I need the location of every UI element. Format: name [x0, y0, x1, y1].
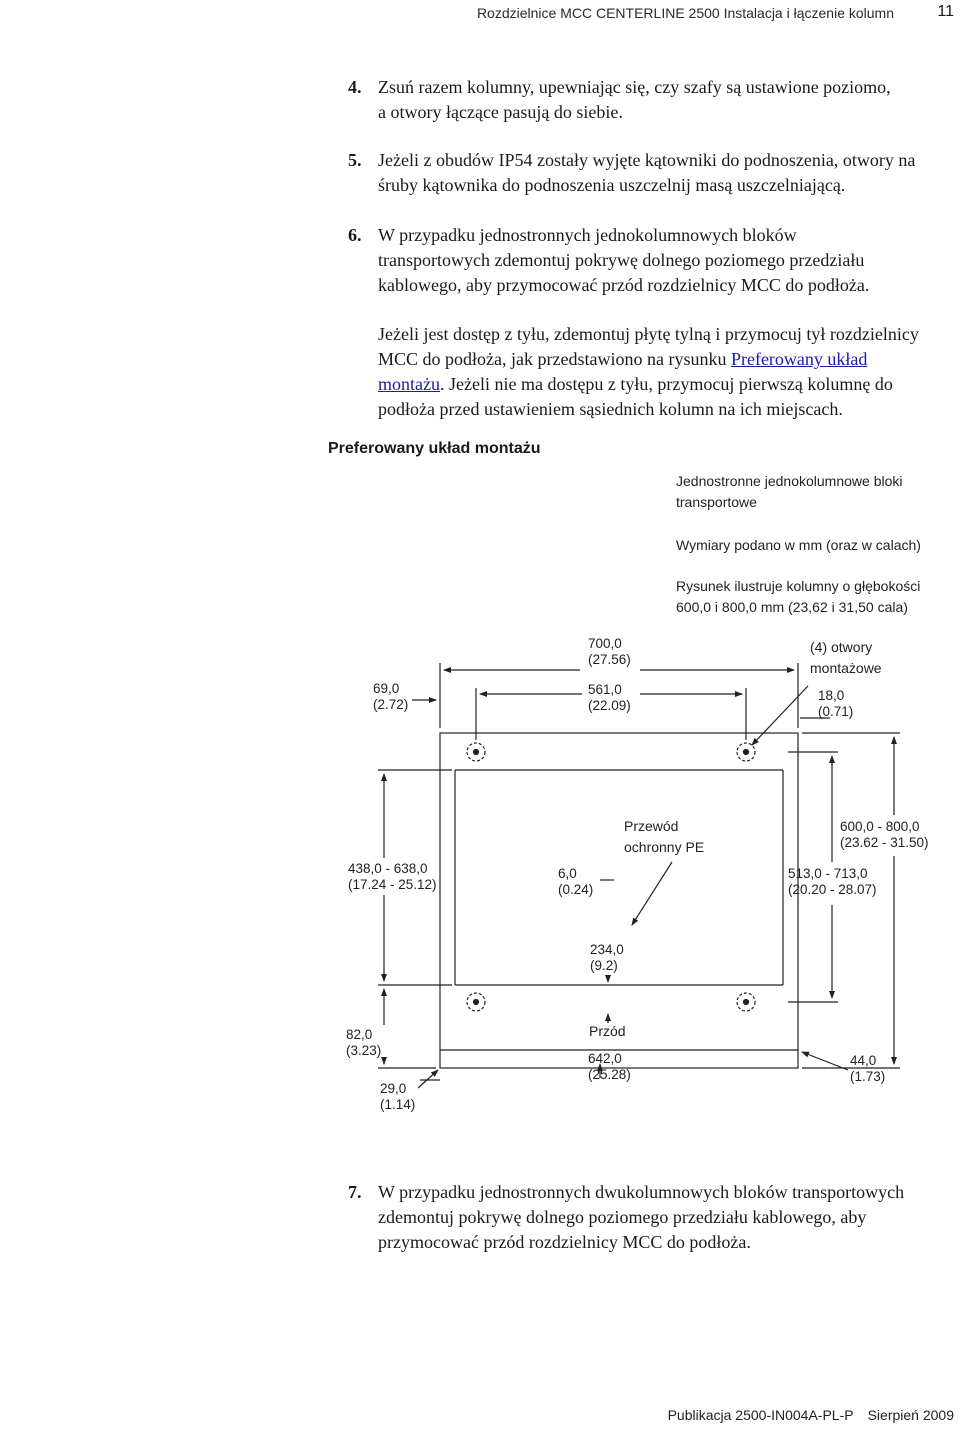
step-line: W przypadku jednostronnych jednokolumnowych bloków [378, 225, 797, 245]
figure-note-2: Wymiary podano w mm (oraz w calach) [676, 537, 921, 553]
para-line: montażu. Jeżeli nie ma dostępu z tyłu, przymocuj pierwszą kolumnę do [378, 374, 893, 394]
step-line: kablowego, aby przymocować przód rozdzielnicy MCC do podłoża. [378, 275, 870, 295]
mounting-hole-icon [467, 993, 485, 1011]
running-title: Rozdzielnice MCC CENTERLINE 2500 Instalacja i łączenie kolumn [476, 5, 894, 21]
para-line: Jeżeli jest dostęp z tyłu, zdemontuj płytę tylną i przymocuj tył rozdzielnicy [378, 324, 919, 344]
cabinet-outline [440, 733, 798, 1068]
step-line: a otwory łączące pasują do siebie. [378, 102, 623, 122]
para-line: podłoża przed ustawieniem sąsiednich kolumn na ich miejscach. [378, 399, 843, 419]
mounting-hole-icon [737, 743, 755, 761]
mounting-hole-icon [737, 993, 755, 1011]
step-line: Jeżeli z obudów IP54 zostały wyjęte kątowniki do podnoszenia, otwory na [378, 150, 916, 170]
dim-438-638: 438,0 - 638,0 (17.24 - 25.12) [348, 861, 437, 892]
step-number: 4. [348, 77, 362, 97]
step-line: W przypadku jednostronnych dwukolumnowych bloków transportowych [378, 1182, 905, 1202]
step-number: 7. [348, 1182, 362, 1202]
dim-6: 6,0 (0.24) [558, 866, 594, 897]
mounting-hole-icon [467, 743, 485, 761]
figure-note-1: Jednostronne jednokolumnowe bloki transportowe [676, 473, 903, 510]
dim-600-800: 600,0 - 800,0 (23.62 - 31.50) [840, 819, 929, 850]
front-label: Przód [589, 1023, 626, 1039]
figure-note-3: Rysunek ilustruje kolumny o głębokości 600,0 i 800,0 mm (23,62 i 31,50 cala) [676, 578, 921, 615]
dim-18: 18,0 (0.71) [818, 688, 854, 719]
page-number: 11 [937, 3, 954, 20]
step-line: Zsuń razem kolumny, upewniając się, czy szafy są ustawione poziomo, [378, 77, 891, 97]
figure-link-cont[interactable]: montażu [378, 374, 440, 394]
dim-29: 29,0 (1.14) [380, 1081, 416, 1112]
dim-69: 69,0 (2.72) [373, 681, 409, 712]
dim-513-713: 513,0 - 713,0 (20.20 - 28.07) [788, 866, 877, 897]
figure-title: Preferowany układ montażu [328, 440, 541, 457]
page-footer [654, 1407, 954, 1423]
dim-642: 642,0 (25.28) [588, 1051, 631, 1082]
pe-conductor-label: Przewód ochronny PE [624, 818, 705, 855]
step-line: śruby kątownika do podnoszenia uszczelnij masą uszczelniającą. [378, 175, 846, 195]
step-line: transportowych zdemontuj pokrywę dolnego poziomego przedziału [378, 250, 865, 270]
step-line: przymocować przód rozdzielnicy MCC do podłoża. [378, 1232, 751, 1252]
step-line: zdemontuj pokrywę dolnego poziomego przedziału kablowego, aby [378, 1207, 867, 1227]
dim-82: 82,0 (3.23) [346, 1027, 382, 1058]
publication-id: Publikacja 2500-IN004A-PL-P [667, 1407, 854, 1423]
dim-700: 700,0 (27.56) [588, 636, 631, 667]
step-number: 5. [348, 150, 362, 170]
dim-561: 561,0 (22.09) [588, 682, 631, 713]
para-line: MCC do podłoża, jak przedstawiono na rysunku Preferowany układ [378, 349, 868, 369]
publication-date: Sierpień 2009 [867, 1407, 954, 1423]
dim-44: 44,0 (1.73) [850, 1053, 886, 1084]
figure-link[interactable]: Preferowany układ [730, 349, 868, 369]
dim-234: 234,0 (9.2) [590, 942, 624, 973]
step-number: 6. [348, 225, 362, 245]
dim-holes: (4) otwory montażowe [810, 639, 882, 676]
